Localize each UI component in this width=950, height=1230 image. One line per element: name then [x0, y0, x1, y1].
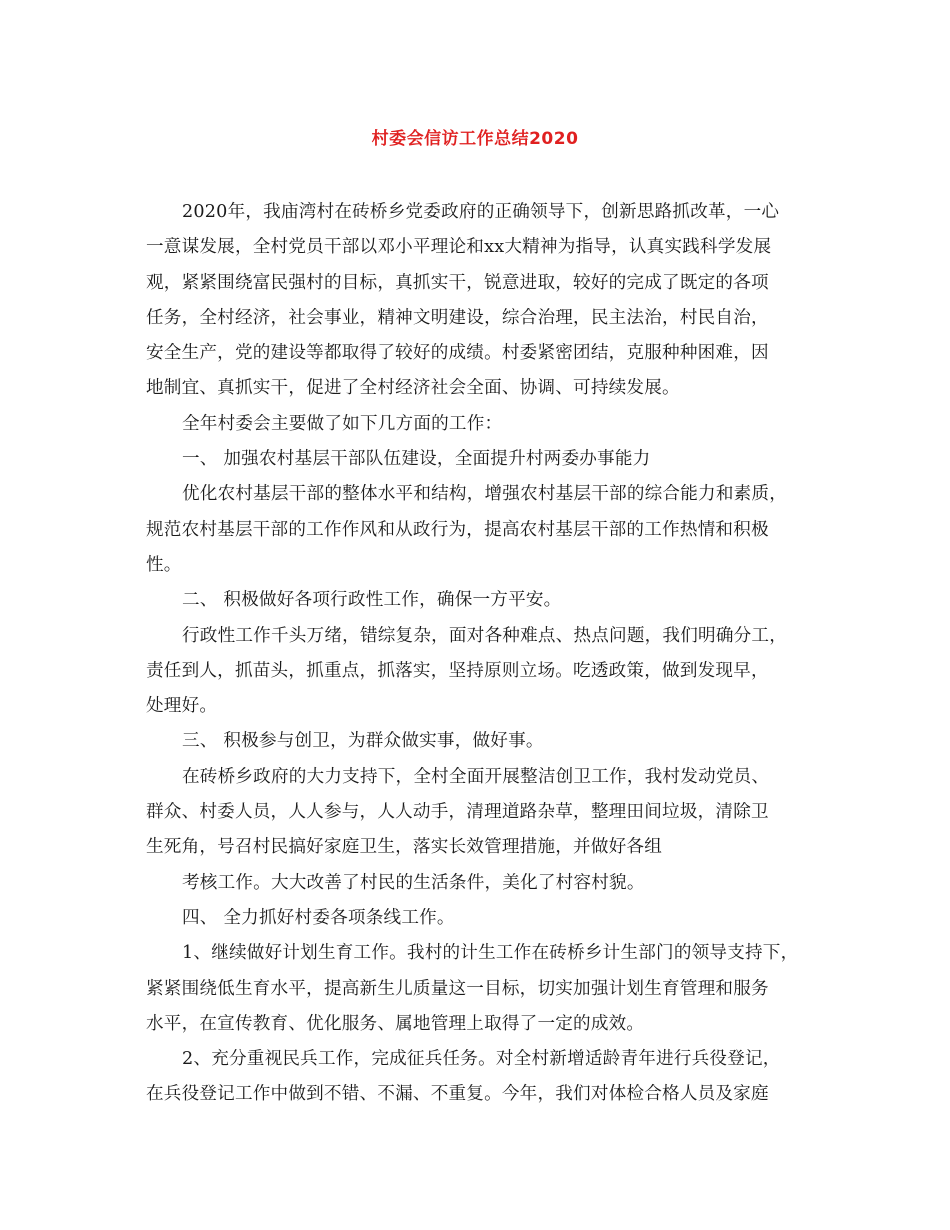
paragraph-line: 生死角，号召村民搞好家庭卫生，落实长效管理措施，并做好各组 [146, 837, 663, 858]
paragraph-line: 规范农村基层干部的工作作风和从政行为，提高农村基层干部的工作热情和积极 [146, 519, 769, 540]
paragraph-line: 考核工作。大大改善了村民的生活条件，美化了村容村貌。 [182, 872, 645, 893]
paragraph-line: 处理好。 [146, 696, 218, 717]
paragraph-line: 任务，全村经济，社会事业，精神文明建设，综合治理，民主法治，村民自治， [146, 307, 769, 328]
paragraph-line: 性。 [146, 554, 182, 575]
paragraph-line: 紧紧围绕低生育水平，提高新生儿质量这一目标，切实加强计划生育管理和服务 [146, 978, 769, 999]
document-body [146, 195, 826, 1113]
document-title: 村委会信访工作总结2020 [371, 129, 579, 149]
paragraph-line: 水平，在宣传教育、优化服务、属地管理上取得了一定的成效。 [146, 1013, 645, 1034]
section-heading: 二、 积极做好各项行政性工作，确保一方平安。 [182, 590, 562, 611]
paragraph-line: 全年村委会主要做了如下几方面的工作： [182, 413, 503, 434]
paragraph-line: 2020年，我庙湾村在砖桥乡党委政府的正确领导下，创新思路抓改革，一心 [182, 202, 780, 222]
paragraph-line: 优化农村基层干部的整体水平和结构，增强农村基层干部的综合能力和素质， [182, 484, 787, 505]
section-heading: 三、 积极参与创卫，为群众做实事，做好事。 [182, 731, 544, 752]
paragraph-line: 责任到人，抓苗头，抓重点，抓落实，坚持原则立场。吃透政策，做到发现早， [146, 660, 769, 681]
paragraph-line: 一意谋发展，全村党员干部以邓小平理论和xx大精神为指导，认真实践科学发展 [146, 237, 772, 258]
paragraph-line: 在砖桥乡政府的大力支持下，全村全面开展整洁创卫工作，我村发动党员、 [182, 766, 770, 787]
paragraph-line: 安全生产，党的建设等都取得了较好的成绩。村委紧密团结，克服种种困难，因 [146, 343, 769, 364]
paragraph-line: 群众、村委人员，人人参与，人人动手，清理道路杂草，整理田间垃圾，清除卫 [146, 802, 769, 823]
paragraph-line: 行政性工作千头万绪，错综复杂，面对各种难点、热点问题，我们明确分工， [182, 625, 787, 646]
paragraph-line: 1、继续做好计划生育工作。我村的计生工作在砖桥乡计生部门的领导支持下， [182, 943, 799, 964]
paragraph-line: 在兵役登记工作中做到不错、不漏、不重复。今年，我们对体检合格人员及家庭 [146, 1084, 769, 1105]
paragraph-line: 地制宜、真抓实干，促进了全村经济社会全面、协调、可持续发展。 [146, 378, 680, 399]
paragraph-line: 2、充分重视民兵工作，完成征兵任务。对全村新增适龄青年进行兵役登记， [182, 1049, 781, 1070]
paragraph-line: 观，紧紧围绕富民强村的目标，真抓实干，锐意进取，较好的完成了既定的各项 [146, 272, 769, 293]
section-heading: 四、 全力抓好村委各项条线工作。 [182, 907, 455, 928]
section-heading: 一、 加强农村基层干部队伍建设，全面提升村两委办事能力 [182, 449, 651, 470]
